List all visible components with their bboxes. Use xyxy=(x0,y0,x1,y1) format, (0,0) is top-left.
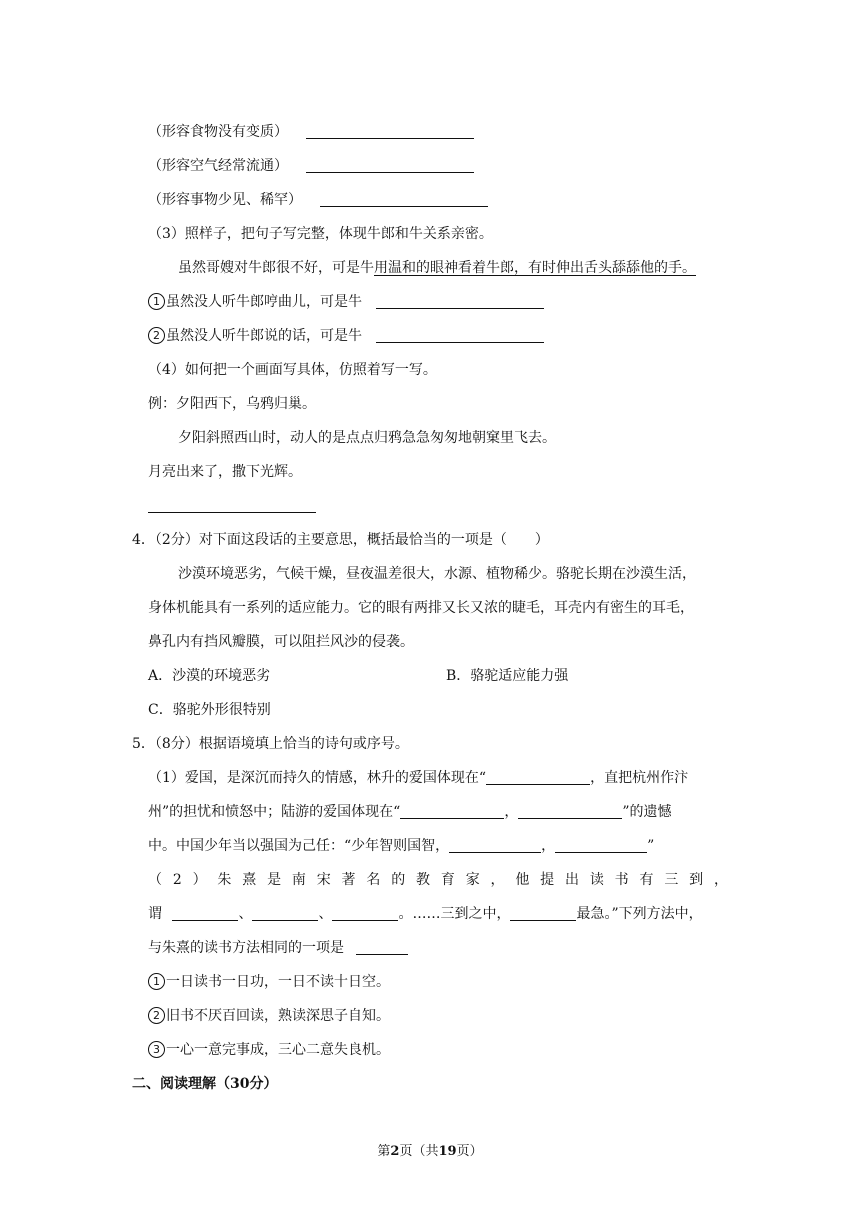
comma: ， xyxy=(504,804,519,820)
char: 有 xyxy=(639,872,654,888)
q3-part3-item1 xyxy=(148,293,544,311)
q4-option-b[interactable]: B．骆驼适应能力强 xyxy=(446,668,569,684)
hint-air xyxy=(148,157,474,175)
q5-p2-line2 xyxy=(148,905,703,923)
answer-blank[interactable] xyxy=(148,497,316,515)
char: 三 xyxy=(664,872,679,888)
comma: ， xyxy=(541,838,556,854)
q5-p2-line1 xyxy=(148,871,728,889)
fill-blank[interactable] xyxy=(252,906,318,921)
footer-text: 页（共 xyxy=(399,1144,439,1159)
fill-blank[interactable] xyxy=(172,906,238,921)
q5-p2-line3 xyxy=(148,939,408,957)
fill-blank[interactable] xyxy=(510,906,576,921)
text: 与朱熹的读书方法相同的一项是 xyxy=(148,940,344,956)
poem-blank[interactable] xyxy=(449,838,541,853)
section-title: 二、阅读理解（30分） xyxy=(132,1076,278,1092)
char: 他 xyxy=(515,872,530,888)
q3-part4-title: （4）如何把一个画面写具体，仿照着写一写。 xyxy=(148,362,437,378)
q4-stem: 4．（2分）对下面这段话的主要意思，概括最恰当的一项是（ ） xyxy=(132,532,549,548)
char: 朱 xyxy=(217,872,232,888)
text: ”的遗憾 xyxy=(622,804,672,820)
text: ，直把杭州作汴 xyxy=(590,770,689,786)
char: 提 xyxy=(540,872,555,888)
char: 名 xyxy=(366,872,381,888)
text: 谓 xyxy=(148,906,162,922)
q5-stem: 5．（8分）根据语境填上恰当的诗句或序号。 xyxy=(132,736,409,752)
dun-mark: 、 xyxy=(238,906,253,922)
fill-blank[interactable] xyxy=(356,940,408,955)
char: 宋 xyxy=(316,872,331,888)
q3-part4-task: 月亮出来了，撒下光辉。 xyxy=(148,464,302,480)
char: 书 xyxy=(614,872,629,888)
circled-number: 2 xyxy=(148,1007,165,1024)
q5-option-3[interactable] xyxy=(148,1041,390,1059)
footer-text: 页） xyxy=(456,1144,483,1159)
q3-part4-example: 例：夕阳西下，乌鸦归巢。 xyxy=(148,396,316,412)
char: 是 xyxy=(267,872,282,888)
char: 的 xyxy=(391,872,406,888)
text: 。……三到之中， xyxy=(398,906,511,922)
hint-text: （形容事物少见、稀罕） xyxy=(148,192,302,208)
example-text: 虽然哥嫂对牛郎很不好，可是牛 xyxy=(178,260,374,276)
fill-blank[interactable] xyxy=(332,906,398,921)
hint-food xyxy=(148,123,474,141)
q3-part3-title: （3）照样子，把句子写完整，体现牛郎和牛关系亲密。 xyxy=(148,226,493,242)
poem-blank[interactable] xyxy=(518,804,622,819)
q5-p1-line2 xyxy=(148,803,672,821)
answer-blank[interactable] xyxy=(376,328,544,343)
char: 育 xyxy=(440,872,455,888)
char: 熹 xyxy=(242,872,257,888)
text: 中。中国少年当以强国为己任：“少年智则国智， xyxy=(148,838,450,854)
answer-blank[interactable] xyxy=(306,124,474,139)
circled-number: 1 xyxy=(148,293,165,310)
answer-blank[interactable] xyxy=(376,294,544,309)
footer-text: 第 xyxy=(377,1144,391,1159)
q5-p1-line3 xyxy=(148,837,654,855)
char: 教 xyxy=(416,872,431,888)
item-text: 虽然没人听牛郎说的话，可是牛 xyxy=(166,328,362,344)
q4-para-line3: 鼻孔内有挡风瓣膜，可以阻拦风沙的侵袭。 xyxy=(148,634,414,650)
circled-number: 3 xyxy=(148,1041,165,1058)
q3-part3-example xyxy=(178,259,696,277)
poem-blank[interactable] xyxy=(555,838,647,853)
poem-blank[interactable] xyxy=(400,804,504,819)
q3-part3-item2 xyxy=(148,327,544,345)
q5-p1-line1 xyxy=(148,769,688,787)
char: 读 xyxy=(589,872,604,888)
char: 南 xyxy=(291,872,306,888)
q5-option-2[interactable] xyxy=(148,1007,390,1025)
q4-para-line2: 身体机能具有一系列的适应能力。它的眼有两排又长又浓的睫毛，耳壳内有密生的耳毛， xyxy=(148,600,694,616)
char: 出 xyxy=(565,872,579,888)
option-text: 旧书不厌百回读，熟读深思子自知。 xyxy=(166,1008,390,1024)
circled-number: 1 xyxy=(148,973,165,990)
char: 著 xyxy=(341,872,356,888)
answer-blank[interactable] xyxy=(306,158,474,173)
circled-number: 2 xyxy=(148,327,165,344)
poem-blank[interactable] xyxy=(486,770,590,785)
option-text: 一心一意完事成，三心二意失良机。 xyxy=(166,1042,390,1058)
q4-option-a[interactable]: A．沙漠的环境恶劣 xyxy=(148,668,271,684)
page-footer xyxy=(0,1140,860,1159)
option-text: 一日读书一日功，一日不读十日空。 xyxy=(166,974,390,990)
char: 2 xyxy=(172,872,182,888)
char: 到 xyxy=(689,872,704,888)
answer-blank[interactable] xyxy=(320,192,488,207)
page-number: 2 xyxy=(390,1144,400,1159)
example-underlined: 用温和的眼神看着牛郎，有时伸出舌头舔舔他的手。 xyxy=(374,260,696,276)
text: 最急。”下列方法中， xyxy=(576,906,703,922)
item-text: 虽然没人听牛郎哼曲儿，可是牛 xyxy=(166,294,362,310)
text: ” xyxy=(647,838,655,854)
hint-text: （形容空气经常流通） xyxy=(148,158,288,174)
hint-rare xyxy=(148,191,488,209)
char: ） xyxy=(192,872,207,888)
q4-para-line1: 沙漠环境恶劣，气候干燥，昼夜温差很大，水源、植物稀少。骆驼长期在沙漠生活， xyxy=(178,566,696,582)
q4-option-c[interactable]: C．骆驼外形很特别 xyxy=(148,702,271,718)
q3-part4-example2: 夕阳斜照西山时，动人的是点点归鸦急急匆匆地朝窠里飞去。 xyxy=(178,430,556,446)
total-pages: 19 xyxy=(438,1144,457,1159)
q5-option-1[interactable] xyxy=(148,973,390,991)
text: （1）爱国，是深沉而持久的情感，林升的爱国体现在“ xyxy=(148,770,487,786)
char: 家 xyxy=(465,872,480,888)
text: 州”的担忧和愤怒中；陆游的爱国体现在“ xyxy=(148,804,401,820)
dun-mark: 、 xyxy=(318,906,333,922)
char: （ xyxy=(148,872,162,888)
char: ， xyxy=(490,872,505,888)
hint-text: （形容食物没有变质） xyxy=(148,124,288,140)
char: ， xyxy=(713,872,728,888)
